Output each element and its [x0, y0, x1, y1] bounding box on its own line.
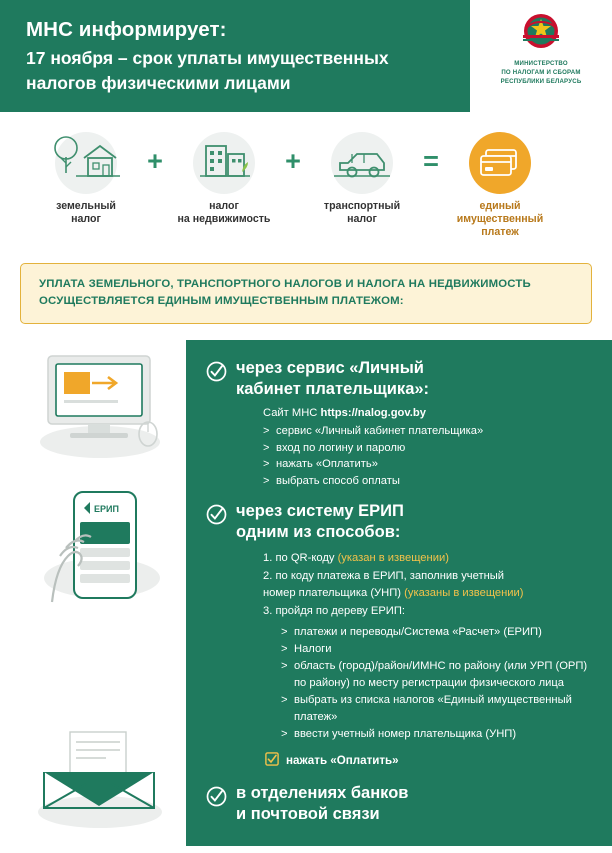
label-line-1: транспортный [323, 200, 401, 212]
label-line-1: единый [479, 200, 521, 212]
desktop-computer-illustration [14, 342, 174, 472]
section-title-line1: в отделениях банков [236, 783, 409, 802]
sum-item-transport-tax [310, 130, 414, 226]
list-item: > нажать «Оплатить» [263, 456, 596, 473]
svg-text:ЕРИП: ЕРИП [94, 504, 119, 515]
banner-line-1: УПЛАТА ЗЕМЕЛЬНОГО, ТРАНСПОРТНОГО НАЛОГОВ И НАЛОГА НА НЕДВИЖИМОСТЬ [39, 278, 531, 290]
emblem-caption-line1: МИНИСТЕРСТВО [514, 60, 568, 67]
house-tree-icon [34, 130, 138, 192]
checkbox-icon [265, 752, 279, 769]
item-text: 2. по коду платежа в ЕРИП, заполнив учетный [263, 570, 505, 583]
car-icon [310, 130, 414, 192]
list-item: > Налоги [281, 641, 596, 657]
section-title [236, 358, 429, 400]
label-line-1: земельный [56, 200, 116, 212]
section-personal-account [206, 358, 596, 489]
header [0, 0, 612, 112]
left-illustrations [0, 340, 186, 846]
sum-item-property-tax [172, 130, 276, 226]
item-text: 1. по QR-коду [263, 552, 338, 565]
section-header [206, 501, 596, 543]
sum-item-land-tax [34, 130, 138, 226]
label-line-2: налог [71, 213, 101, 226]
list-item-tree: 3. пройдя по дереву ЕРИП: [263, 604, 405, 617]
header-subtitle-line1: 17 ноября – срок уплаты имущественных [26, 48, 389, 69]
item-highlight: (указан в извещении) [337, 552, 449, 565]
list-item-qr [263, 550, 596, 567]
lk-steps-list [263, 423, 596, 489]
check-circle-icon [206, 504, 227, 530]
payment-methods-section [0, 340, 612, 846]
site-line [263, 407, 596, 419]
item-text-b: номер плательщика (УНП) [263, 586, 405, 599]
operator-equals: = [423, 146, 439, 176]
section-erip [206, 501, 596, 768]
section-title-line2: и почтовой связи [236, 805, 380, 824]
label-line-2: налог [347, 213, 377, 226]
pay-label: нажать «Оплатить» [286, 753, 399, 767]
list-item: > платежи и переводы/Система «Расчет» (ЕРИП) [281, 624, 596, 640]
list-item: > выбрать способ оплаты [263, 473, 596, 490]
sum-item-label [310, 200, 414, 226]
section-title-line2: кабинет плательщика»: [236, 380, 430, 399]
list-item: > вход по логину и паролю [263, 440, 596, 457]
site-url-link[interactable]: https://nalog.gov.by [320, 407, 426, 420]
section-header [206, 358, 596, 400]
sum-item-label [172, 200, 276, 226]
section-banks [206, 783, 596, 826]
label-line-2: на недвижимость [177, 213, 271, 226]
sum-item-label [34, 200, 138, 226]
list-item: > сервис «Личный кабинет плательщика» [263, 423, 596, 440]
list-item: > ввести учетный номер плательщика (УНП) [281, 726, 596, 742]
operator-plus-1: + [147, 146, 163, 176]
sum-item-unified-payment [448, 130, 552, 240]
green-content-panel [186, 340, 612, 846]
header-subtitle-line2: налогов физическими лицами [26, 73, 291, 94]
site-prefix: Сайт МНС [263, 407, 321, 420]
check-circle-icon [206, 361, 227, 387]
label-line-2: имущественный [456, 213, 544, 226]
list-item-code [263, 568, 596, 602]
sum-item-label [448, 200, 552, 240]
pay-action-row [265, 752, 596, 769]
section-title-line1: через систему ЕРИП [236, 502, 404, 521]
section-title-line2: одним из способов: [236, 523, 401, 542]
page-title: МНС информирует: [26, 18, 227, 42]
emblem-caption-line2: ПО НАЛОГАМ И СБОРАМ [501, 68, 581, 76]
section-header [206, 783, 596, 826]
section-title-line1: через сервис «Личный [236, 359, 424, 378]
check-circle-icon [206, 786, 227, 812]
erip-methods-list [263, 550, 596, 619]
tax-sum-row [0, 130, 612, 255]
section-body [206, 543, 596, 768]
section-body [206, 400, 596, 489]
operator-plus-2: + [285, 146, 301, 176]
label-line-3: платеж [481, 226, 519, 239]
list-item: > выбрать из списка налогов «Единый имущественный платеж» [281, 692, 596, 725]
emblem-caption [501, 60, 582, 86]
erip-tree-steps [281, 624, 596, 743]
label-line-1: налог [209, 200, 239, 212]
ministry-emblem-block [470, 0, 612, 112]
section-title [236, 783, 408, 826]
header-text-block [0, 17, 450, 95]
banner-line-2: ОСУЩЕСТВЛЯЕТСЯ ЕДИНЫМ ИМУЩЕСТВЕННЫМ ПЛАТЕЖОМ: [39, 295, 404, 308]
buildings-icon [172, 130, 276, 192]
section-title [236, 501, 404, 543]
list-item: > область (город)/район/ИМНС по району (или УРП (ОРП) по району) по месту регистрации физического лица [281, 658, 596, 691]
emblem-caption-line3: РЕСПУБЛИКИ БЕЛАРУСЬ [500, 77, 582, 85]
yellow-info-banner [20, 263, 592, 324]
item-highlight: (указаны в извещении) [404, 586, 524, 599]
hand-phone-erip-illustration [22, 482, 182, 632]
envelope-letter-illustration [14, 720, 184, 840]
payment-cards-icon [448, 130, 552, 192]
coat-of-arms-icon [517, 8, 565, 56]
